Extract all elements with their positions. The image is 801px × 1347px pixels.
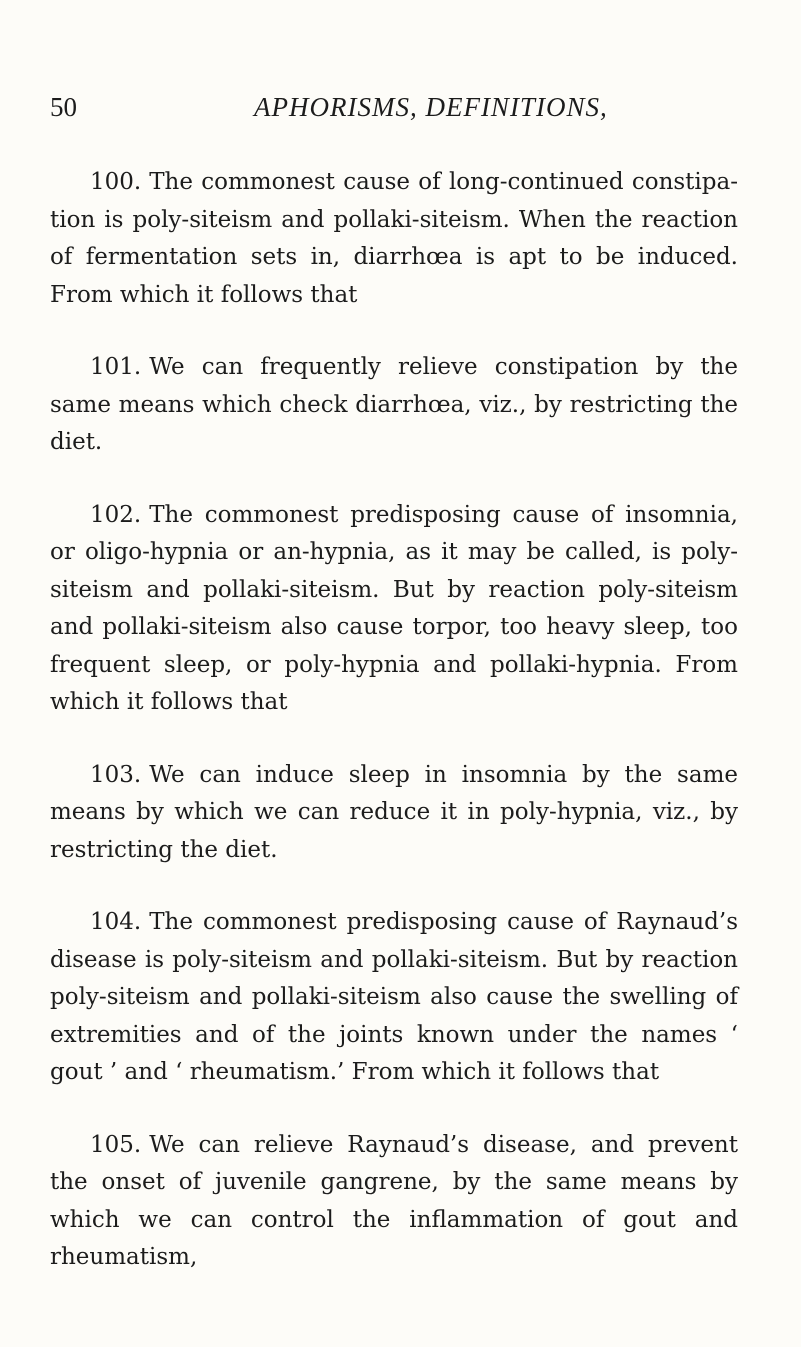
aphorism-number: 103. xyxy=(90,761,142,788)
aphorism-text: The commonest predisposing cause of insomnia, or oligo-hypnia or an-hypnia, as it may be called, is poly-siteism and pollaki-siteism. But by reaction poly-siteism and pollaki-siteism also cause torpor, too heavy sleep, too frequent sleep, or poly-hypnia and pollaki-hypnia. From which it follows that xyxy=(50,501,738,715)
body-text xyxy=(50,164,738,1277)
aphorism-105 xyxy=(50,1127,738,1277)
aphorism-104 xyxy=(50,904,738,1092)
aphorism-100 xyxy=(50,164,738,314)
running-title: APHORISMS, DEFINITIONS, xyxy=(254,92,608,122)
aphorism-number: 101. xyxy=(90,354,142,380)
running-head xyxy=(0,87,801,127)
aphorism-text: We can relieve Raynaud’s disease, and prevent the onset of juvenile gangrene, by the same means by which we can control the inflammation of gout and rheumatism, xyxy=(50,1131,738,1270)
aphorism-text: The commonest predisposing cause of Raynaud’s disease is poly-siteism and pollaki-siteism. But by reaction poly-siteism and pollaki-siteism also cause the swelling of extremities and of the joints known under the names ‘ gout ’ and ‘ rheumatism.’ From which it follows that xyxy=(50,909,738,1085)
aphorism-text: We can induce sleep in insomnia by the same means by which we can reduce it in poly-hypnia, viz., by restricting the diet. xyxy=(50,761,738,863)
aphorism-number: 100. xyxy=(90,169,142,195)
aphorism-number: 105. xyxy=(90,1131,142,1158)
aphorism-101 xyxy=(50,349,738,462)
aphorism-text: The commonest cause of long-continued constipa-tion is poly-siteism and pollaki-siteism. When the reaction of fermentation sets in, diarrhœa is apt to be induced. From which it follows that xyxy=(50,169,738,308)
aphorism-number: 102. xyxy=(90,501,142,528)
aphorism-text: We can frequently relieve constipation by the same means which check diarrhœa, viz., by restricting the diet. xyxy=(50,354,738,455)
aphorism-103 xyxy=(50,757,738,870)
aphorism-number: 104. xyxy=(90,909,142,935)
page-number: 50 xyxy=(50,92,77,122)
aphorism-102 xyxy=(50,497,738,722)
